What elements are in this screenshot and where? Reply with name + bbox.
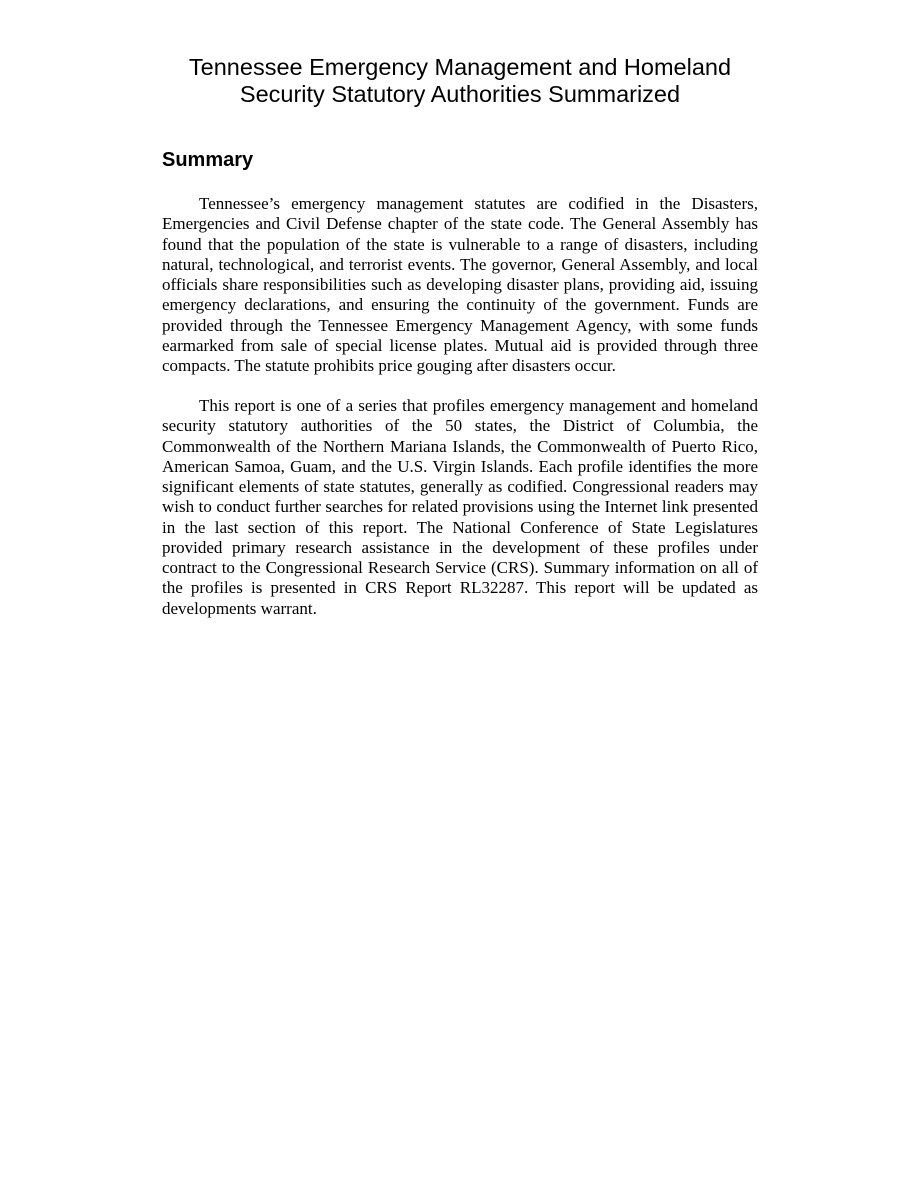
report-title: [162, 54, 758, 108]
report-title-line-2: Security Statutory Authorities Summarized: [239, 81, 681, 107]
summary-paragraph-1: Tennessee’s emergency management statutes are codified in the Disasters, Emergencies and Civil Defense chapter of the state code. The General Assembly has found that the population of the state is vulnerable to a range of disasters, including natural, technological, and terrorist events. The governor, General Assembly, and local officials share responsibilities such as developing disaster plans, providing aid, issuing emergency declarations, and ensuring the continuity of the government. Funds are provided through the Tennessee Emergency Management Agency, with some funds earmarked from sale of special license plates. Mutual aid is provided through three compacts. The statute prohibits price gouging after disasters occur.: [162, 194, 758, 375]
report-title-line-1: Tennessee Emergency Management and Homeland: [188, 54, 732, 80]
summary-heading: Summary: [162, 149, 254, 171]
summary-paragraph-2: This report is one of a series that profiles emergency management and homeland security statutory authorities of the 50 states, the District of Columbia, the Commonwealth of the Northern Mariana Islands, the Commonwealth of Puerto Rico, American Samoa, Guam, and the U.S. Virgin Islands. Each profile identifies the more significant elements of state statutes, generally as codified. Congressional readers may wish to conduct further searches for related provisions using the Internet link presented in the last section of this report. The National Conference of State Legislatures provided primary research assistance in the development of these profiles under contract to the Congressional Research Service (CRS). Summary information on all of the profiles is presented in CRS Report RL32287. This report will be updated as developments warrant.: [162, 396, 758, 618]
